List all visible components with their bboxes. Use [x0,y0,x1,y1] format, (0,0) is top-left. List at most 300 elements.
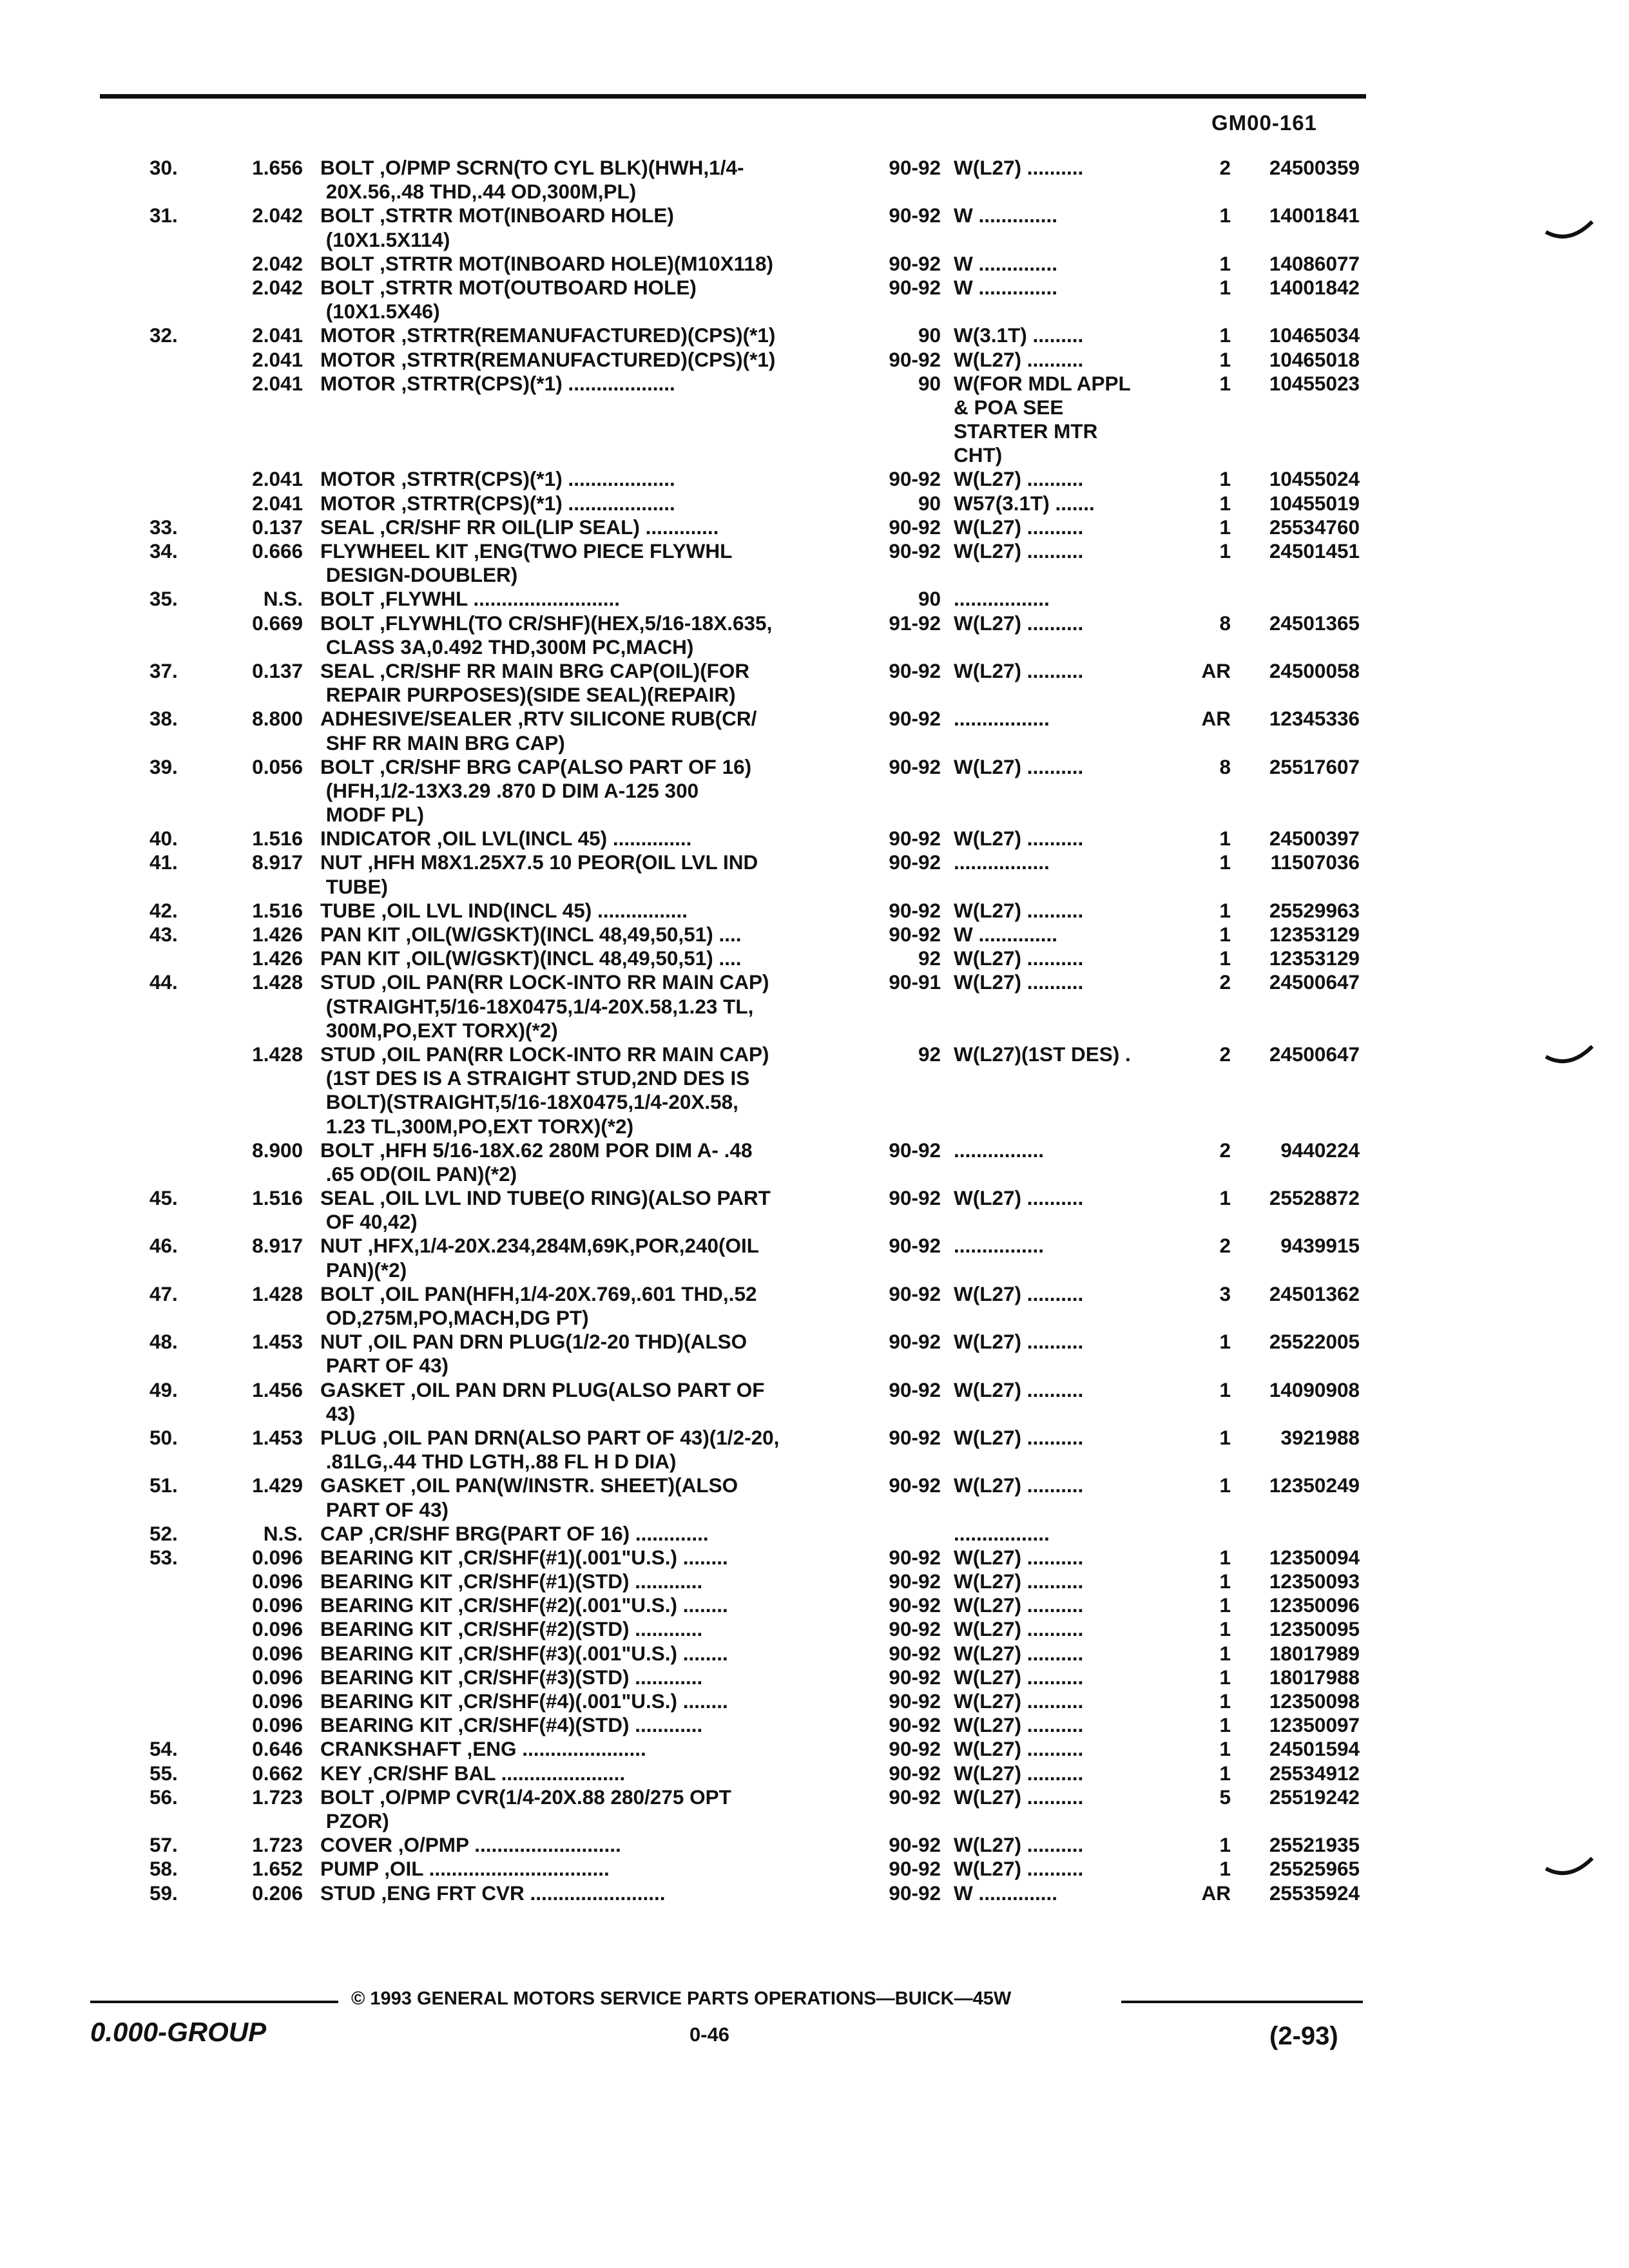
group-number: N.S. [263,1521,303,1545]
part-description [320,635,693,659]
part-number: 24501594 [1269,1737,1360,1761]
part-detail: ,FLYWHL .......................... [380,587,620,611]
group-number: 1.426 [252,923,303,946]
model-application: W(L27) .......... [954,1833,1084,1857]
group-number: 1.426 [252,947,303,970]
ref-number: 41. [149,850,178,874]
part-detail: (10X1.5X114) [325,227,450,251]
model-application: W(L27) .......... [954,467,1084,491]
part-description [320,1426,779,1450]
model-years: 90-92 [889,827,941,850]
part-detail: REPAIR PURPOSES)(SIDE SEAL)(REPAIR) [325,683,736,707]
model-years: 90-92 [889,539,941,562]
parts-row [0,1666,1629,1689]
model-application: W(L27) .......... [954,1545,1084,1569]
model-years: 90-92 [889,156,941,179]
part-description [320,1570,702,1593]
part-detail: ,ENG(TWO PIECE FLYWHL [474,539,733,562]
part-description [320,1282,757,1306]
group-number: 8.900 [252,1138,303,1162]
part-name: TUBE [320,898,376,922]
part-detail: .81LG,.44 THD LGTH,.88 FL H D DIA) [325,1450,677,1474]
model-application: W57(3.1T) ....... [954,491,1095,515]
ref-number: 37. [149,658,178,682]
ref-number: 39. [149,754,178,778]
part-name: BEARING KIT [320,1641,452,1665]
part-description [320,1450,677,1474]
quantity: 2 [1219,970,1231,994]
part-detail: ,CR/SHF(#3)(.001"U.S.) ........ [458,1641,728,1665]
part-name: KEY [320,1761,362,1785]
model-application: CHT) [954,443,1003,467]
model-years: 90-92 [889,1234,941,1258]
part-number: 24500647 [1269,970,1360,994]
model-application: W(L27) .......... [954,1737,1084,1761]
group-number: 0.662 [252,1761,303,1785]
part-name: PAN KIT [320,947,400,970]
part-detail: ,RTV SILICONE RUB(CR/ [517,707,757,731]
part-name: MOTOR [320,323,396,347]
parts-row [0,1474,1629,1497]
part-number: 14086077 [1269,251,1360,275]
quantity: 1 [1219,1713,1231,1737]
part-detail: ,OIL PAN DRN PLUG(ALSO PART OF [410,1378,765,1401]
parts-list [0,156,1629,1905]
model-years: 90-92 [889,1857,941,1881]
quantity: 1 [1219,923,1231,946]
model-application: W(L27) .......... [954,1785,1084,1809]
part-description [320,1306,589,1330]
model-years: 90-92 [889,898,941,922]
model-application: W(L27) .......... [954,1186,1084,1210]
parts-row [0,1115,1629,1139]
ref-number: 47. [149,1282,178,1305]
part-detail: ,HFH M8X1.25X7.5 10 PEOR(OIL LVL IND [367,850,758,874]
parts-row [0,827,1629,850]
group-number: 1.723 [252,1785,303,1809]
part-detail: PART OF 43) [325,1497,448,1521]
model-years: 90-92 [889,1186,941,1210]
part-name: BOLT [320,587,374,611]
part-description [320,1617,702,1641]
model-years: 90-92 [889,515,941,539]
quantity: 1 [1219,827,1231,850]
parts-row [0,970,1629,994]
parts-row [0,396,1629,419]
part-detail: ,CR/SHF(#2)(.001"U.S.) ........ [458,1593,728,1617]
model-application: ................. [954,850,1050,874]
group-number: 8.800 [252,707,303,731]
parts-row [0,204,1629,227]
parts-row [0,323,1629,347]
quantity: 1 [1219,1425,1231,1449]
parts-row [0,156,1629,180]
part-description [320,803,424,827]
part-name: NUT [320,850,362,874]
model-application: ................ [954,1138,1045,1162]
part-description [320,1642,728,1666]
part-description [320,1019,558,1043]
quantity: 2 [1219,1234,1231,1258]
ref-number: 48. [149,1330,178,1354]
parts-row [0,276,1629,300]
part-detail: ,OIL PAN(HFH,1/4-20X.769,.601 THD,.52 [380,1282,757,1305]
model-application: W(L27) .......... [954,1713,1084,1737]
part-detail: PAN)(*2) [325,1258,407,1282]
part-description [320,875,388,899]
part-number: 24501362 [1269,1282,1360,1305]
part-name: INDICATOR [320,827,432,850]
part-detail: 300M,PO,EXT TORX)(*2) [325,1018,558,1042]
model-application: W(L27) .......... [954,1570,1084,1593]
part-name: BEARING KIT [320,1545,452,1569]
parts-row [0,875,1629,899]
part-name: BEARING KIT [320,1665,452,1689]
part-name: BOLT [320,204,374,227]
group-number: 0.096 [252,1593,303,1617]
parts-row [0,1450,1629,1474]
part-description [320,1234,759,1258]
parts-row [0,1546,1629,1570]
ref-number: 58. [149,1857,178,1881]
ref-number: 44. [149,970,178,994]
part-description [320,204,674,227]
part-description [320,1115,633,1139]
part-detail: ,OIL(W/GSKT)(INCL 48,49,50,51) .... [405,947,742,970]
parts-row [0,1617,1629,1641]
part-number: 25517607 [1269,754,1360,778]
model-application: ................. [954,707,1050,731]
model-years: 90-92 [889,1761,941,1785]
part-name: BEARING KIT [320,1713,452,1737]
group-number: 1.516 [252,898,303,922]
part-description [320,1593,728,1617]
part-detail: TUBE) [325,874,389,898]
model-application: W(L27) .......... [954,754,1084,778]
part-detail: ,FLYWHL(TO CR/SHF)(HEX,5/16-18X.635, [380,611,773,635]
quantity: 1 [1219,1593,1231,1617]
quantity: 1 [1219,467,1231,491]
margin-check-mark [1543,1856,1595,1881]
part-description [320,1666,702,1689]
quantity: 3 [1219,1282,1231,1305]
part-description [320,539,732,563]
group-number: 0.096 [252,1570,303,1593]
part-description [320,1809,389,1833]
parts-row [0,252,1629,276]
model-years: 90 [918,323,941,347]
part-number: 25534760 [1269,515,1360,539]
ref-number: 52. [149,1521,178,1545]
part-detail: (1ST DES IS A STRAIGHT STUD,2ND DES IS [325,1066,750,1090]
group-number: 1.656 [252,156,303,179]
part-number: 24500359 [1269,156,1360,179]
ref-number: 53. [149,1545,178,1569]
part-detail: PART OF 43) [325,1354,448,1378]
model-years: 90-92 [889,1881,941,1905]
parts-row [0,1306,1629,1330]
parts-row [0,419,1629,443]
model-years: 90-92 [889,754,941,778]
model-years: 90-92 [889,1593,941,1617]
model-application: W(L27) .......... [954,1641,1084,1665]
model-years: 90-92 [889,1474,941,1497]
quantity: 8 [1219,611,1231,635]
group-number: 0.206 [252,1881,303,1905]
model-years: 90 [918,371,941,395]
model-application: W .............. [954,251,1058,275]
part-description [320,276,697,300]
part-detail: ,STRTR(REMANUFACTURED)(CPS)(*1) [401,347,776,371]
parts-row [0,850,1629,874]
group-number: 0.096 [252,1689,303,1713]
part-name: PAN KIT [320,923,400,946]
part-number: 9439915 [1280,1234,1360,1258]
document-id: GM00-161 [1211,111,1317,135]
group-number: 1.428 [252,1042,303,1066]
model-application: W(L27) .......... [954,515,1084,539]
ref-number: 38. [149,707,178,731]
part-detail: ,CR/SHF RR OIL(LIP SEAL) ............. [380,515,719,539]
part-number: 10455019 [1269,491,1360,515]
part-number: 11507036 [1270,850,1360,874]
part-number: 9440224 [1280,1138,1360,1162]
model-application: W(L27) .......... [954,1474,1084,1497]
parts-row [0,539,1629,563]
model-years: 90-92 [889,1689,941,1713]
part-detail: ,CR/SHF BRG CAP(ALSO PART OF 16) [380,754,752,778]
part-name: BOLT [320,611,374,635]
part-number: 3921988 [1280,1425,1360,1449]
group-number: 0.666 [252,539,303,562]
parts-row [0,611,1629,635]
part-detail: ,O/PMP CVR(1/4-20X.88 280/275 OPT [380,1785,731,1809]
model-years: 90-92 [889,1641,941,1665]
model-application: W .............. [954,923,1058,946]
part-number: 12350096 [1269,1593,1360,1617]
parts-row [0,659,1629,683]
model-application: W(L27) .......... [954,827,1084,850]
part-detail: PZOR) [325,1809,389,1832]
quantity: 1 [1219,275,1231,299]
group-number: 0.096 [252,1713,303,1737]
part-number: 14001842 [1269,275,1360,299]
part-name: BEARING KIT [320,1617,452,1641]
model-years: 90-92 [889,1330,941,1354]
part-description [320,1737,646,1761]
part-detail: ,STRTR(CPS)(*1) ................... [401,371,675,395]
quantity: 1 [1219,1857,1231,1881]
group-number: 2.042 [252,251,303,275]
part-detail: ,ENG ...................... [467,1737,646,1761]
part-detail: (STRAIGHT,5/16-18X0475,1/4-20X.58,1.23 TL, [325,994,754,1018]
part-number: 14001841 [1269,204,1360,227]
ref-number: 54. [149,1737,178,1761]
part-detail: ,CR/SHF(#4)(STD) ............ [458,1713,703,1737]
parts-row [0,1785,1629,1809]
ref-number: 34. [149,539,178,562]
model-application: W(3.1T) ......... [954,323,1084,347]
model-application: W(FOR MDL APPL [954,371,1131,395]
parts-row [0,563,1629,587]
group-number: 8.917 [252,850,303,874]
group-number: 2.041 [252,491,303,515]
part-description [320,611,772,635]
model-years: 90-92 [889,1833,941,1857]
quantity: 1 [1219,539,1231,562]
model-application: ................. [954,587,1050,611]
group-number: 2.041 [252,323,303,347]
part-description [320,1043,769,1066]
part-name: CAP [320,1521,363,1545]
part-description [320,1522,709,1546]
ref-number: 49. [149,1378,178,1401]
ref-number: 35. [149,587,178,611]
part-number: 10465034 [1269,323,1360,347]
parts-row [0,1881,1629,1905]
parts-row [0,899,1629,923]
part-detail: ,OIL PAN(W/INSTR. SHEET)(ALSO [410,1474,738,1497]
part-detail: OD,275M,PO,MACH,DG PT) [325,1306,589,1329]
group-number: 0.096 [252,1617,303,1641]
part-description [320,923,741,947]
model-application: W(L27) .......... [954,539,1084,562]
part-description [320,587,620,611]
model-application: W(L27) .......... [954,611,1084,635]
part-description [320,348,775,372]
model-years: 90 [918,491,941,515]
parts-row [0,1522,1629,1546]
group-number: 1.453 [252,1425,303,1449]
quantity: 1 [1219,371,1231,395]
part-description [320,372,675,396]
ref-number: 59. [149,1881,178,1905]
part-detail: ,OIL(W/GSKT)(INCL 48,49,50,51) .... [405,923,742,946]
quantity: 1 [1219,491,1231,515]
ref-number: 31. [149,204,178,227]
footer-rule-left [90,2001,338,2003]
model-application: STARTER MTR [954,419,1098,443]
part-detail: 1.23 TL,300M,PO,EXT TORX)(*2) [325,1114,634,1138]
part-description [320,419,326,443]
model-years: 92 [918,1042,941,1066]
part-description [320,156,744,180]
parts-row [0,1857,1629,1881]
model-application: W(L27) .......... [954,1689,1084,1713]
quantity: 2 [1219,156,1231,179]
part-name: BOLT [320,1282,374,1305]
part-name: SEAL [320,1186,374,1210]
quantity: 1 [1219,323,1231,347]
part-number: 25534912 [1269,1761,1360,1785]
part-description [320,1498,448,1522]
part-description [320,1546,728,1570]
quantity: 2 [1219,1042,1231,1066]
group-number: 1.516 [252,827,303,850]
model-application: W(L27) .......... [954,1617,1084,1641]
model-years: 90-92 [889,1737,941,1761]
quantity: 1 [1219,1570,1231,1593]
parts-row [0,1713,1629,1737]
quantity: 1 [1219,1641,1231,1665]
model-years: 90-92 [889,1425,941,1449]
part-name: MOTOR [320,491,396,515]
part-description [320,1258,407,1282]
model-application: W(L27) .......... [954,898,1084,922]
part-description [320,1762,625,1785]
part-name: COVER [320,1833,393,1857]
quantity: 1 [1219,347,1231,371]
model-application: W(L27) .......... [954,1857,1084,1881]
part-detail: ,CR/SHF(#1)(.001"U.S.) ........ [458,1545,728,1569]
group-number: 1.429 [252,1474,303,1497]
part-name: BEARING KIT [320,1593,452,1617]
quantity: 8 [1219,754,1231,778]
parts-row [0,1090,1629,1114]
part-description [320,323,775,347]
group-number: 1.428 [252,1282,303,1305]
parts-row [0,1066,1629,1090]
model-application: & POA SEE [954,395,1064,419]
group-number: N.S. [263,587,303,611]
part-number: 24500058 [1269,658,1360,682]
group-number: 0.096 [252,1641,303,1665]
group-number: 1.428 [252,970,303,994]
parts-row [0,1019,1629,1043]
model-application: W(L27) .......... [954,1378,1084,1401]
part-description [320,492,675,515]
parts-row [0,1258,1629,1282]
part-number: 12350094 [1269,1545,1360,1569]
part-description [320,515,718,539]
model-years: 90-92 [889,1713,941,1737]
model-years: 90-92 [889,1665,941,1689]
model-years: 90-92 [889,1545,941,1569]
part-name: PUMP [320,1857,379,1881]
quantity: 1 [1219,947,1231,970]
part-number: 25535924 [1269,1881,1360,1905]
model-application: W .............. [954,275,1058,299]
quantity: 1 [1219,1330,1231,1354]
parts-row [0,947,1629,970]
part-detail: ,HFH 5/16-18X.62 280M POR DIM A- .48 [380,1138,753,1162]
part-number: 18017988 [1269,1665,1360,1689]
top-rule [100,94,1366,99]
ref-number: 32. [149,323,178,347]
part-number: 12350249 [1269,1474,1360,1497]
part-detail: ,OIL LVL IND TUBE(O RING)(ALSO PART [380,1186,771,1210]
part-number: 25521935 [1269,1833,1360,1857]
parts-row [0,1139,1629,1162]
model-application: W(L27) .......... [954,1593,1084,1617]
part-description [320,228,450,252]
model-application: W .............. [954,1881,1058,1905]
part-description [320,970,769,994]
part-description [320,1378,765,1402]
part-detail: (10X1.5X46) [325,300,440,323]
part-detail: ,CR/SHF(#2)(STD) ............ [458,1617,703,1641]
part-name: BEARING KIT [320,1689,452,1713]
ref-number: 50. [149,1425,178,1449]
part-name: MOTOR [320,347,396,371]
part-name: BOLT [320,275,374,299]
part-number: 12345336 [1269,707,1360,731]
model-years: 90 [918,587,941,611]
part-description [320,755,751,779]
part-number: 25522005 [1269,1330,1360,1354]
part-detail: 43) [325,1401,356,1425]
quantity: AR [1201,658,1231,682]
